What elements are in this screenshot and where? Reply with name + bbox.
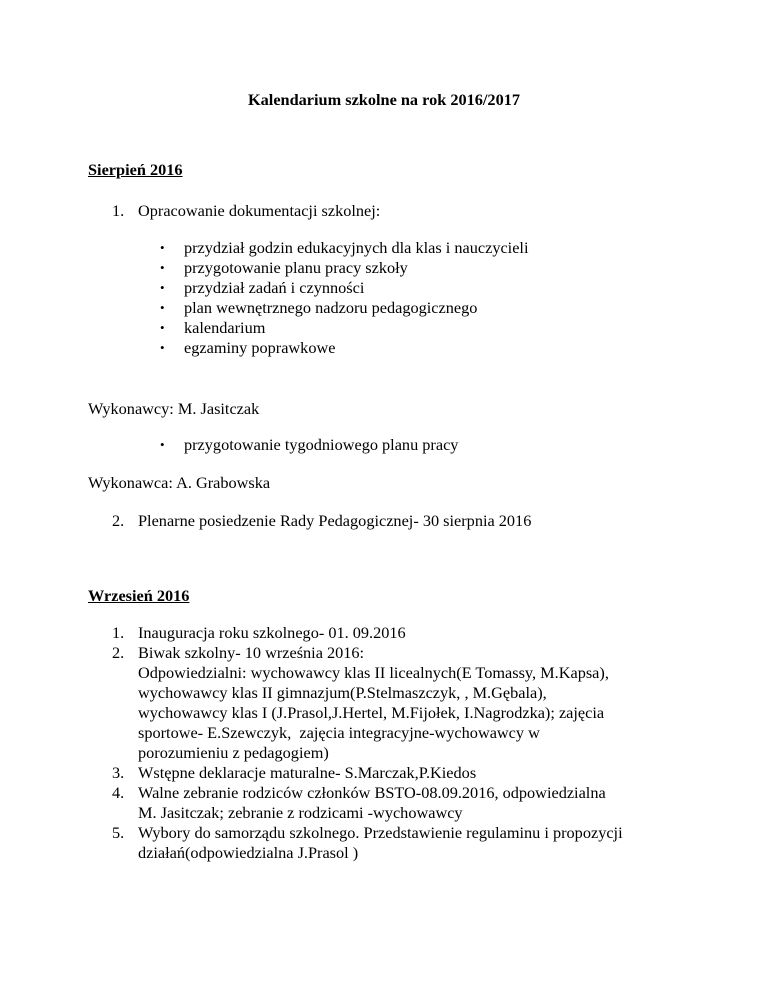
bullet-item: przydział godzin edukacyjnych dla klas i nauczycieli bbox=[184, 238, 529, 257]
list-item-text: działań(odpowiedzialna J.Prasol ) bbox=[138, 843, 359, 862]
bullet-item: egzaminy poprawkowe bbox=[184, 338, 336, 357]
list-item-text: wychowawcy klas I (J.Prasol,J.Hertel, M.Fijołek, I.Nagrodzka); zajęcia bbox=[138, 703, 605, 722]
list-item-text: Odpowiedzialni: wychowawcy klas II licealnych(E Tomassy, M.Kapsa), bbox=[138, 663, 609, 682]
bullet-item: przygotowanie planu pracy szkoły bbox=[184, 258, 408, 277]
bullet-icon: • bbox=[160, 280, 165, 295]
bullet-icon: • bbox=[160, 320, 165, 335]
list-number: 4. bbox=[112, 783, 125, 802]
bullet-item: kalendarium bbox=[184, 318, 266, 337]
list-item-text: sportowe- E.Szewczyk, zajęcia integracyjne-wychowawcy w bbox=[138, 723, 540, 742]
list-item-text: Walne zebranie rodziców członków BSTO-08.09.2016, odpowiedzialna bbox=[138, 783, 606, 802]
list-item-text: wychowawcy klas II gimnazjum(P.Stelmaszczyk, , M.Gębala), bbox=[138, 683, 547, 702]
list-item-text: Biwak szkolny- 10 września 2016: bbox=[138, 643, 365, 662]
bullet-item: przygotowanie tygodniowego planu pracy bbox=[184, 435, 459, 454]
bullet-icon: • bbox=[160, 300, 165, 315]
list-number: 5. bbox=[112, 823, 125, 842]
list-item-text: Wstępne deklaracje maturalne- S.Marczak,P.Kiedos bbox=[138, 763, 477, 782]
section-heading-august: Sierpień 2016 bbox=[88, 160, 183, 179]
list-item-text: Plenarne posiedzenie Rady Pedagogicznej- 30 sierpnia 2016 bbox=[138, 511, 532, 530]
list-number: 1. bbox=[112, 201, 125, 220]
section-heading-september: Wrzesień 2016 bbox=[88, 586, 190, 605]
bullet-icon: • bbox=[160, 260, 165, 275]
list-item-text: Inauguracja roku szkolnego- 01. 09.2016 bbox=[138, 623, 406, 642]
executors-line: Wykonawcy: M. Jasitczak bbox=[88, 399, 260, 418]
bullet-icon: • bbox=[160, 240, 165, 255]
bullet-item: plan wewnętrznego nadzoru pedagogicznego bbox=[184, 298, 478, 317]
list-item-text: porozumieniu z pedagogiem) bbox=[138, 743, 329, 762]
document-title: Kalendarium szkolne na rok 2016/2017 bbox=[248, 90, 520, 109]
list-number: 2. bbox=[112, 643, 125, 662]
bullet-icon: • bbox=[160, 437, 165, 452]
list-item-text: M. Jasitczak; zebranie z rodzicami -wychowawcy bbox=[138, 803, 463, 822]
list-number: 2. bbox=[112, 511, 125, 530]
list-item-text: Opracowanie dokumentacji szkolnej: bbox=[138, 201, 381, 220]
bullet-item: przydział zadań i czynności bbox=[184, 278, 365, 297]
bullet-icon: • bbox=[160, 340, 165, 355]
executor-line: Wykonawca: A. Grabowska bbox=[88, 473, 271, 492]
list-number: 3. bbox=[112, 763, 125, 782]
list-number: 1. bbox=[112, 623, 125, 642]
list-item-text: Wybory do samorządu szkolnego. Przedstawienie regulaminu i propozycji bbox=[138, 823, 623, 842]
